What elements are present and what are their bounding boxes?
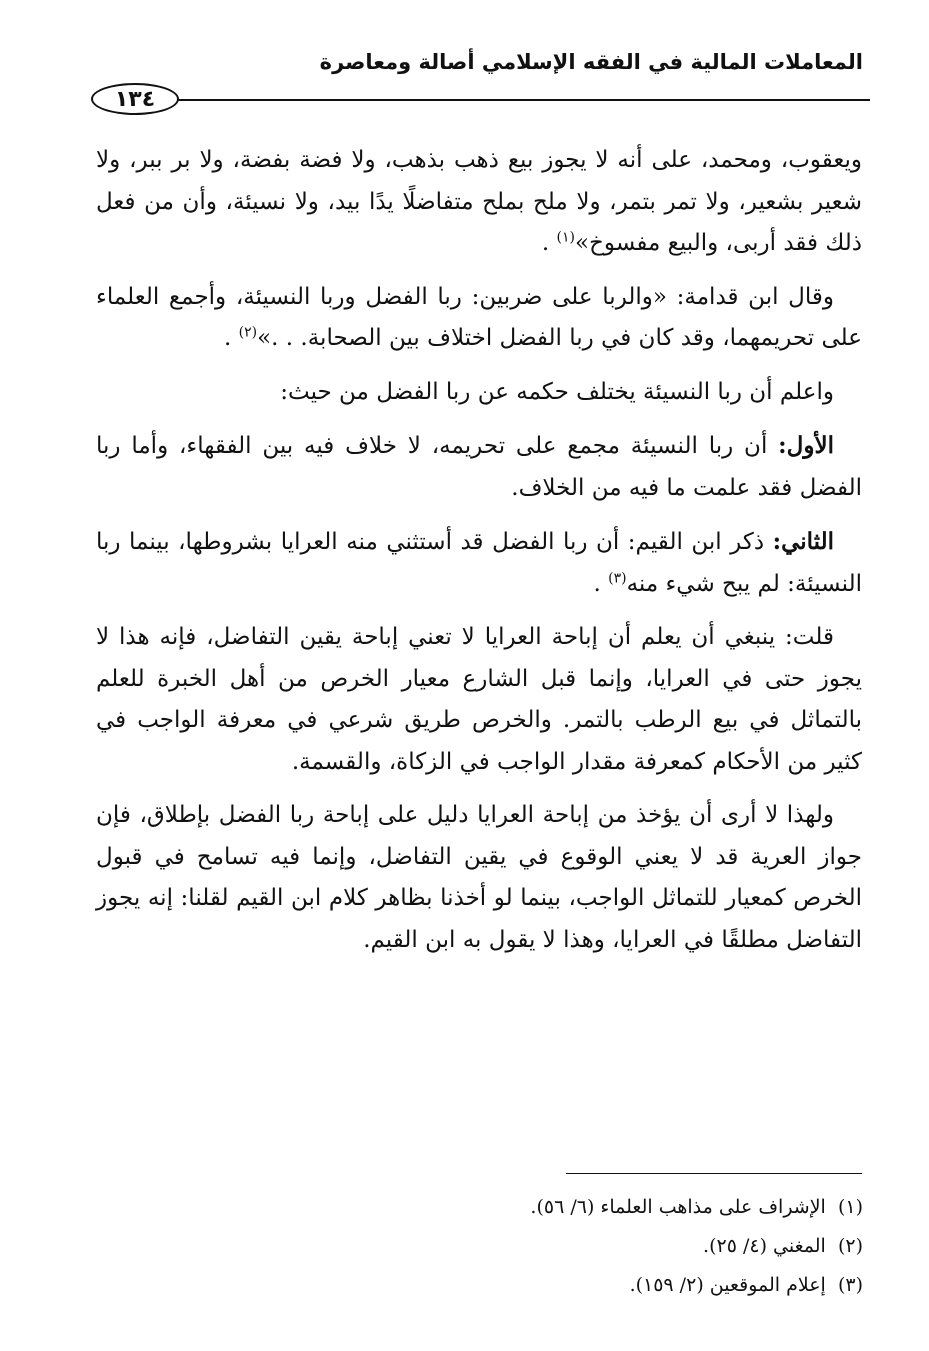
main-text bbox=[96, 140, 862, 973]
paragraph-5-end: . bbox=[593, 570, 601, 597]
paragraph-2-end: . bbox=[224, 325, 232, 351]
paragraph-1-end: . bbox=[541, 230, 550, 256]
footnote-number: (٣) bbox=[837, 1274, 863, 1296]
paragraph-6 bbox=[96, 617, 862, 783]
footnote-text: الإشراف على مذاهب العلماء (٦/ ٥٦). bbox=[530, 1196, 826, 1218]
paragraph-5-label: الثاني: bbox=[772, 528, 834, 555]
paragraph-6-text: قلت: ينبغي أن يعلم أن إباحة العرايا لا تعني إباحة يقين التفاضل، فإنه هذا لا يجوز حتى في العرايا، وإنما قبل الشارع معيار الخرص من أهل الخبرة للعلم بالتماثل في بيع الرطب بالتمر. والخرص طريق شرعي في معرفة الواجب في كثير من الأحكام كمعرفة مقدار الواجب في الزكاة، والقسمة. bbox=[96, 624, 862, 775]
footnote-separator bbox=[566, 1173, 862, 1174]
paragraph-2-text: وقال ابن قدامة: «والربا على ضربين: ربا الفضل وربا النسيئة، وأجمع العلماء على تحريمهما، وقد كان في ربا الفضل اختلاف بين الصحابة. . .» bbox=[96, 283, 862, 351]
footnote-1 bbox=[93, 1188, 863, 1227]
page-number: ١٣٤ bbox=[91, 83, 179, 115]
footnote-number: (٢) bbox=[837, 1235, 863, 1257]
header-rule bbox=[96, 99, 870, 101]
paragraph-3 bbox=[96, 372, 862, 414]
running-title: المعاملات المالية في الفقه الإسلامي أصالة ومعاصرة bbox=[319, 50, 863, 74]
footnote-text: إعلام الموقعين (٢/ ١٥٩). bbox=[629, 1274, 826, 1296]
footnote-text: المغني (٤/ ٢٥). bbox=[703, 1235, 826, 1257]
paragraph-1-text: ويعقوب، ومحمد، على أنه لا يجوز بيع ذهب بذهب، ولا فضة بفضة، ولا بر ببر، ولا شعير بشعير، ولا تمر بتمر، ولا ملح بملح متفاضلًا يدًا بيد، ولا نسيئة، وأن من فعل ذلك فقد أربى، والبيع مفسوخ» bbox=[96, 147, 862, 256]
footnote-ref-3: (٣) bbox=[608, 569, 627, 586]
paragraph-7 bbox=[96, 795, 862, 961]
paragraph-5-text: ذكر ابن القيم: أن ربا الفضل قد أستثني منه العرايا بشروطها، بينما ربا النسيئة: لم يبح شيء منه bbox=[96, 529, 862, 597]
paragraph-4 bbox=[96, 425, 862, 509]
paragraph-5 bbox=[96, 521, 862, 605]
paragraph-1 bbox=[96, 140, 862, 265]
footnote-ref-1: (١) bbox=[556, 229, 576, 246]
footnote-2 bbox=[93, 1227, 863, 1266]
paragraph-7-text: ولهذا لا أرى أن يؤخذ من إباحة العرايا دليل على إباحة ربا الفضل بإطلاق، فإن جواز العرية قد لا يعني الوقوع في يقين التفاضل، وإنما فيه تسامح في قبول الخرص كمعيار للتماثل الواجب، بينما لو أخذنا بظاهر كلام ابن القيم لقلنا: إنه يجوز التفاضل مطلقًا في العرايا، وهذا لا يقول به ابن القيم. bbox=[96, 802, 863, 953]
footnote-ref-2: (٢) bbox=[238, 324, 258, 341]
footnotes bbox=[93, 1188, 863, 1305]
footnote-number: (١) bbox=[837, 1196, 863, 1218]
paragraph-4-label: الأول: bbox=[778, 432, 834, 459]
paragraph-4-text: أن ربا النسيئة مجمع على تحريمه، لا خلاف فيه بين الفقهاء، وأما ربا الفضل فقد علمت ما فيه من الخلاف. bbox=[96, 433, 862, 501]
footnote-3 bbox=[93, 1266, 863, 1305]
paragraph-3-text: واعلم أن ربا النسيئة يختلف حكمه عن ربا الفضل من حيث: bbox=[280, 378, 834, 405]
paragraph-2 bbox=[96, 277, 862, 360]
